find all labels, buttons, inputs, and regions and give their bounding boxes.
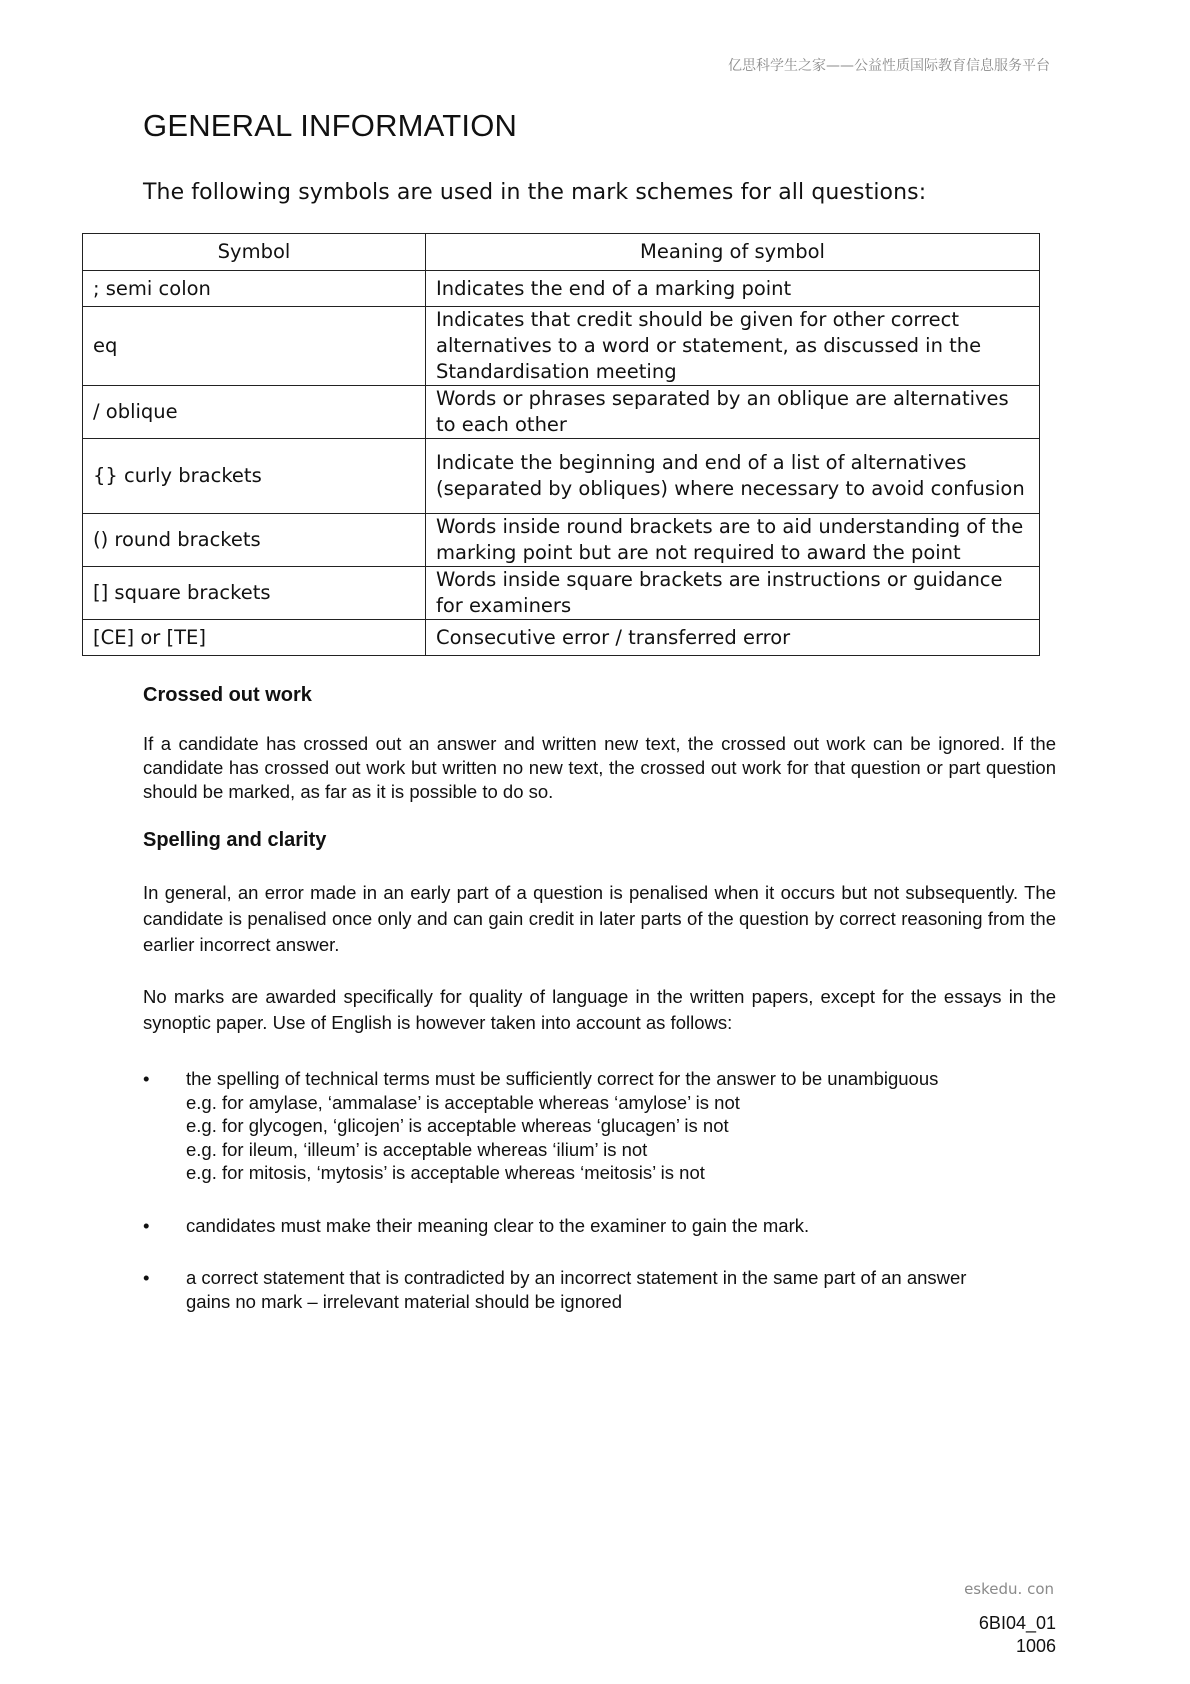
crossed-out-text: If a candidate has crossed out an answer and written new text, the crossed out work can be ignored. If the candidate has crossed out work but written no new text, the crossed out work for that question or part question should be marked, as far as it is possible to do so. bbox=[143, 733, 1056, 802]
bullet-line: e.g. for mitosis, ‘mytosis’ is acceptable whereas ‘meitosis’ is not bbox=[186, 1162, 705, 1183]
symbol-cell: () round brackets bbox=[83, 514, 426, 567]
meaning-cell: Words inside square brackets are instructions or guidance for examiners bbox=[426, 567, 1040, 620]
table-row bbox=[83, 307, 1040, 386]
bullet-line: gains no mark – irrelevant material should be ignored bbox=[186, 1290, 623, 1312]
bullet-line: candidates must make their meaning clear to the examiner to gain the mark. bbox=[186, 1214, 810, 1236]
meaning-cell: Consecutive error / transferred error bbox=[426, 620, 1040, 656]
footer-date-code: 1006 bbox=[1015, 1636, 1056, 1656]
symbol-cell: {} curly brackets bbox=[83, 439, 426, 514]
spelling-para-2: No marks are awarded specifically for quality of language in the written papers, except for the essays in the synoptic paper. Use of English is however taken into account as follows: bbox=[143, 986, 1056, 1033]
list-item bbox=[143, 1214, 1073, 1238]
symbol-cell: [] square brackets bbox=[83, 567, 426, 620]
footer-code-block bbox=[979, 1612, 1056, 1658]
bullet-icon: • bbox=[143, 1214, 150, 1236]
table-row bbox=[83, 620, 1040, 656]
table-header-symbol: Symbol bbox=[83, 234, 426, 271]
crossed-out-heading: Crossed out work bbox=[143, 684, 312, 706]
meaning-cell: Words or phrases separated by an oblique are alternatives to each other bbox=[426, 386, 1040, 439]
symbol-cell: eq bbox=[83, 307, 426, 386]
bullet-icon: • bbox=[143, 1068, 150, 1089]
footer-site: eskedu. con bbox=[964, 1580, 1054, 1598]
table-row bbox=[83, 271, 1040, 307]
bullet-line: the spelling of technical terms must be sufficiently correct for the answer to be unambiguous bbox=[186, 1068, 939, 1089]
table-row bbox=[83, 514, 1040, 567]
meaning-cell: Indicates the end of a marking point bbox=[426, 271, 1040, 307]
symbol-cell: ; semi colon bbox=[83, 271, 426, 307]
meaning-cell: Indicate the beginning and end of a list of alternatives (separated by obliques) where necessary to avoid confusion bbox=[426, 439, 1040, 514]
table-header-row bbox=[83, 234, 1040, 271]
table-header-meaning: Meaning of symbol bbox=[426, 234, 1040, 271]
list-item bbox=[143, 1266, 1073, 1313]
symbol-cell: / oblique bbox=[83, 386, 426, 439]
table-row bbox=[83, 439, 1040, 514]
bullet-line: a correct statement that is contradicted by an incorrect statement in the same part of an answer bbox=[186, 1267, 967, 1288]
bullet-icon: • bbox=[143, 1267, 150, 1288]
bullet-line: e.g. for amylase, ‘ammalase’ is acceptable whereas ‘amylose’ is not bbox=[186, 1091, 740, 1113]
list-item bbox=[143, 1067, 1073, 1185]
meaning-cell: Words inside round brackets are to aid understanding of the marking point but are not required to award the point bbox=[426, 514, 1040, 567]
symbol-cell: [CE] or [TE] bbox=[83, 620, 426, 656]
page-title: GENERAL INFORMATION bbox=[143, 108, 518, 143]
meaning-cell: Indicates that credit should be given for other correct alternatives to a word or statement, as discussed in the Standardisation meeting bbox=[426, 307, 1040, 386]
table-row bbox=[83, 567, 1040, 620]
symbols-table bbox=[82, 233, 1040, 656]
footer-paper-code: 6BI04_01 bbox=[978, 1613, 1056, 1633]
bullet-line: e.g. for glycogen, ‘glicojen’ is acceptable whereas ‘glucagen’ is not bbox=[186, 1115, 729, 1136]
table-row bbox=[83, 386, 1040, 439]
spelling-heading: Spelling and clarity bbox=[143, 829, 327, 851]
intro-text: The following symbols are used in the mark schemes for all questions: bbox=[143, 180, 927, 205]
spelling-bullet-list bbox=[143, 1067, 1073, 1342]
bullet-line: e.g. for ileum, ‘illeum’ is acceptable whereas ‘ilium’ is not bbox=[186, 1138, 648, 1160]
spelling-para-1: In general, an error made in an early part of a question is penalised when it occurs but not subsequently. The candidate is penalised once only and can gain credit in later parts of the question by correct reasoning from the earlier incorrect answer. bbox=[143, 882, 1056, 955]
header-watermark: 亿思科学生之家——公益性质国际教育信息服务平台 bbox=[728, 58, 1050, 74]
